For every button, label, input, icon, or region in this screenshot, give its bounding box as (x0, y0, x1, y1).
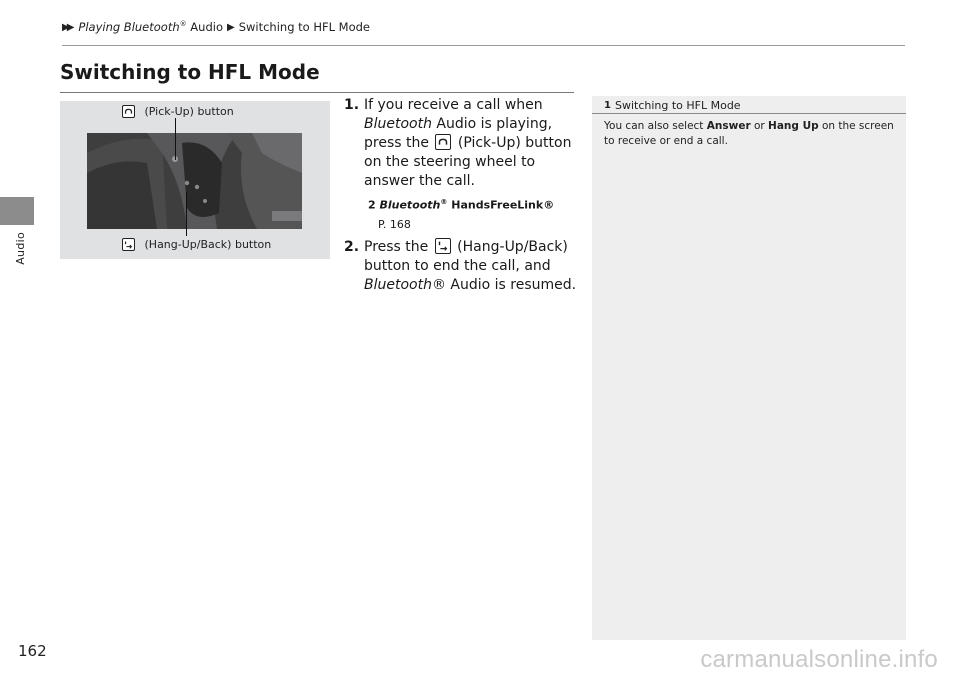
pickup-icon (122, 105, 135, 118)
note-header: 1 Switching to HFL Mode (592, 96, 906, 114)
hangup-icon (435, 238, 451, 254)
title-divider (60, 92, 574, 93)
cross-reference-page: P. 168 (378, 217, 411, 231)
pickup-icon (435, 134, 451, 150)
breadcrumb (62, 20, 370, 34)
step-2: 2. Press the (Hang-Up/Back) button to end the call, and Bluetooth® Audio is resumed. (344, 238, 577, 293)
steering-wheel-photo (87, 133, 302, 229)
hangup-leader-line (186, 192, 187, 236)
header-divider (62, 45, 905, 46)
breadcrumb-item-playing-bluetooth[interactable]: Playing Bluetooth® Audio (78, 20, 223, 34)
breadcrumb-arrows-icon: ▶▶ (62, 21, 72, 33)
pickup-label: (Pick-Up) button (122, 105, 234, 118)
hangup-icon (122, 238, 135, 251)
side-note (592, 96, 906, 640)
section-label: Audio (14, 232, 27, 265)
breadcrumb-separator-icon: ▶ (226, 21, 235, 33)
page-title: Switching to HFL Mode (60, 60, 320, 84)
page-number: 162 (18, 642, 47, 660)
pickup-leader-line (175, 118, 176, 160)
instruction-steps (344, 96, 584, 299)
watermark: carmanualsonline.info (700, 646, 938, 673)
cross-reference-link[interactable]: 2 Bluetooth® HandsFreeLink® (368, 198, 555, 212)
note-body: You can also select Answer or Hang Up on the screen to receive or end a call. (604, 120, 894, 147)
breadcrumb-item-hfl-mode[interactable]: Switching to HFL Mode (238, 20, 371, 34)
note-title: Switching to HFL Mode (614, 98, 741, 112)
section-tab (0, 197, 34, 225)
step-1: 1. If you receive a call when Bluetooth Audio is playing, press the (Pick-Up) button on the steering wheel to answer the call. 2 Bluetooth® HandsFreeLink® P. 168 (344, 96, 584, 234)
hangup-label: (Hang-Up/Back) button (122, 238, 271, 251)
